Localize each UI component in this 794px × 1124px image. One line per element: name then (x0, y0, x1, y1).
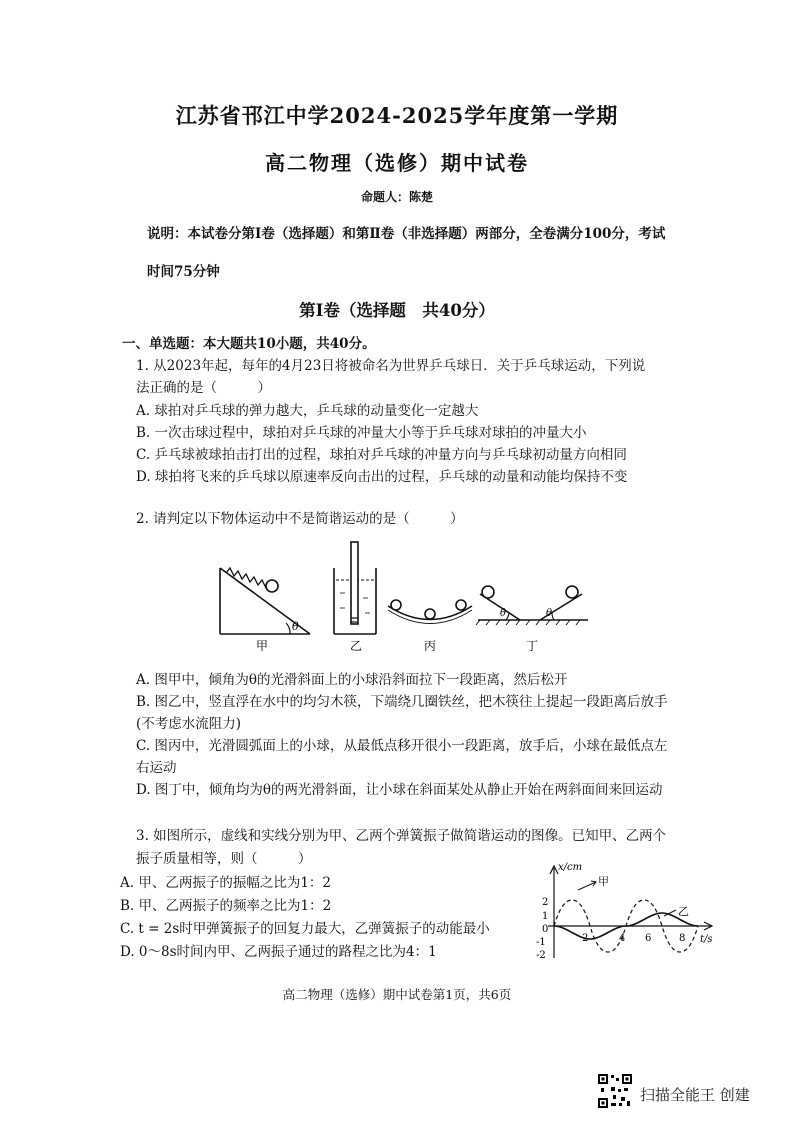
scanner-watermark: 扫描全能王 创建 (640, 1086, 750, 1104)
graph-ylabel: x/cm (558, 862, 583, 873)
q2-option-c-line1: C. 图丙中，光滑圆弧面上的小球，从最低点移开很小一段距离，放手后，小球在最低点左 (136, 738, 668, 754)
ding-theta-left: θ (500, 608, 507, 619)
xtick-4: 4 (619, 933, 626, 944)
exam-note-line1: 说明：本试卷分第Ⅰ卷（选择题）和第Ⅱ卷（非选择题）两部分，全卷满分100分，考试 (147, 226, 666, 242)
graph-xlabel: t/s (700, 934, 713, 945)
exam-note-line2: 时间75分钟 (147, 264, 220, 280)
q3-stem-line1: 3. 如图所示，虚线和实线分别为甲、乙两个弹簧振子做简谐运动的图像。已知甲、乙两个 (136, 828, 667, 844)
figure-label-bing: 丙 (424, 639, 437, 653)
section-heading: 一、单选题：本大题共10小题，共40分。 (122, 336, 376, 352)
q3-stem-line2: 振子质量相等，则（ ） (136, 851, 312, 867)
exam-title: 江苏省邗江中学2024-2025学年度第一学期 (175, 103, 619, 128)
xtick-2: 2 (582, 933, 589, 944)
q3-option-b: B. 甲、乙两振子的频率之比为1：2 (120, 898, 332, 914)
figure-label-ding: 丁 (526, 639, 539, 653)
q2-figures (210, 538, 600, 658)
ytick-2: 2 (542, 897, 549, 908)
q2-option-b-line1: B. 图乙中，竖直浮在水中的均匀木筷，下端绕几圈铁丝，把木筷往上提起一段距离后放手 (136, 694, 668, 710)
q1-stem-line2: 法正确的是（ ） (136, 380, 271, 396)
figure-bing (388, 600, 472, 624)
q2-stem: 2. 请判定以下物体运动中不是简谐运动的是（ ） (136, 511, 464, 527)
ytick-minus2: -2 (536, 950, 546, 961)
legend-jia: 甲 (598, 875, 609, 888)
ytick-1: 1 (542, 911, 549, 922)
ytick-minus1: -1 (536, 937, 546, 948)
ding-theta-right: θ (546, 608, 553, 619)
section-title: 第Ⅰ卷（选择题 共40分） (299, 301, 495, 320)
qr-code-icon (597, 1073, 633, 1109)
q3-graph (536, 858, 720, 968)
legend-yi: 乙 (678, 905, 689, 918)
jia-theta-label: θ (292, 620, 299, 633)
q1-option-c: C. 乒乓球被球拍击打出的过程，球拍对乒乓球的冲量方向与乒乓球初动量方向相同 (136, 447, 627, 463)
q1-stem-line1: 1. 从2023年起，每年的4月23日将被命名为世界乒乓球日．关于乒乓球运动，下列说 (136, 358, 646, 374)
exam-subtitle: 高二物理（选修）期中试卷 (265, 151, 529, 175)
figure-label-jia: 甲 (256, 639, 269, 653)
figure-ding (476, 586, 588, 625)
xtick-8: 8 (679, 933, 686, 944)
figure-yi (334, 542, 376, 634)
q3-option-c: C. t = 2s时甲弹簧振子的回复力最大，乙弹簧振子的动能最小 (120, 921, 490, 937)
q2-option-b-line2: (不考虑水流阻力) (136, 716, 242, 732)
q2-option-d: D. 图丁中，倾角均为θ的两光滑斜面，让小球在斜面某处从静止开始在两斜面间来回运动 (136, 782, 663, 798)
q1-option-b: B. 一次击球过程中，球拍对乒乓球的冲量大小等于乒乓球对球拍的冲量大小 (136, 425, 587, 441)
q1-option-d: D. 球拍将飞来的乒乓球以原速率反向击出的过程，乒乓球的动量和动能均保持不变 (136, 469, 628, 485)
exam-author: 命题人：陈楚 (360, 190, 433, 204)
q2-option-a: A. 图甲中，倾角为θ的光滑斜面上的小球沿斜面拉下一段距离，然后松开 (136, 672, 568, 688)
figure-label-yi: 乙 (350, 639, 363, 653)
q1-option-a: A. 球拍对乒乓球的弹力越大，乒乓球的动量变化一定越大 (136, 403, 479, 419)
ytick-0: 0 (542, 924, 549, 935)
page-footer: 高二物理（选修）期中试卷第1页，共6页 (282, 987, 512, 1002)
q3-option-d: D. 0～8s时间内甲、乙两振子通过的路程之比为4：1 (120, 944, 437, 960)
q2-option-c-line2: 右运动 (136, 760, 177, 776)
q3-option-a: A. 甲、乙两振子的振幅之比为1：2 (120, 875, 332, 891)
xtick-6: 6 (645, 933, 652, 944)
